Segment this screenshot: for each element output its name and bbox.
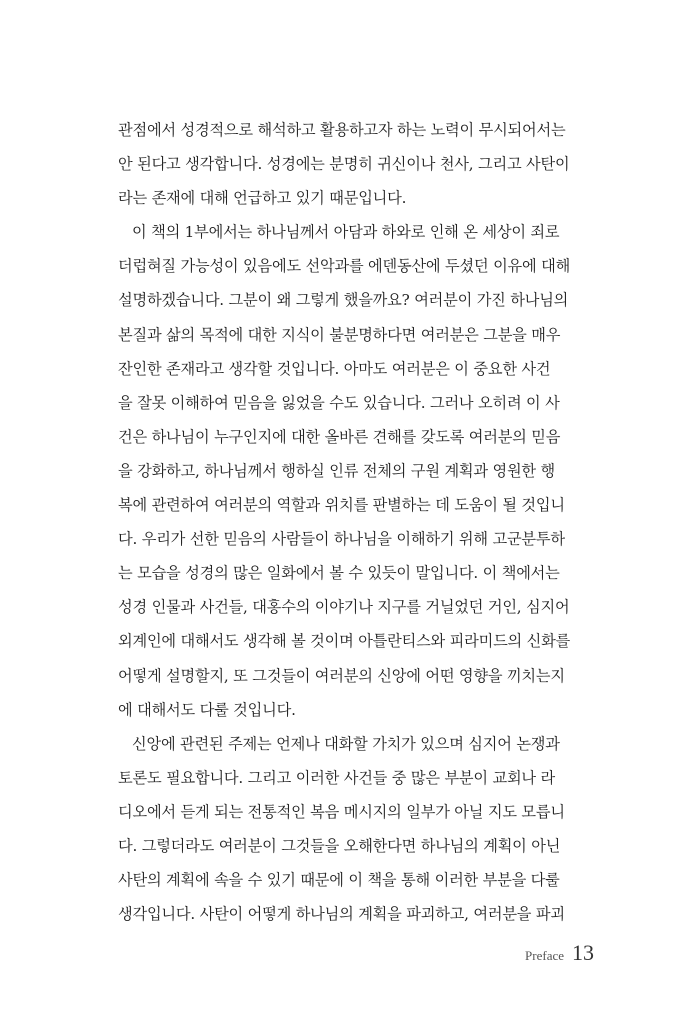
text-line: 어떻게 설명할지, 또 그것들이 여러분의 신앙에 어떤 영향을 끼치는지	[118, 666, 565, 685]
text-line: 생각입니다. 사탄이 어떻게 하나님의 계획을 파괴하고, 여러분을 파괴	[118, 905, 565, 924]
text-line: 잔인한 존재라고 생각할 것입니다. 아마도 여러분은 이 중요한 사건	[118, 359, 551, 378]
text-line: 에 대해서도 다룰 것입니다.	[118, 700, 296, 719]
text-line: 디오에서 듣게 되는 전통적인 복음 메시지의 일부가 아닐 지도 모릅니	[118, 802, 565, 821]
text-line: 을 잘못 이해하여 믿음을 잃었을 수도 있습니다. 그러나 오히려 이 사	[118, 393, 560, 412]
text-line: 는 모습을 성경의 많은 일화에서 볼 수 있듯이 말입니다. 이 책에서는	[118, 564, 560, 583]
text-line: 더럽혀질 가능성이 있음에도 선악과를 에덴동산에 두셨던 이유에 대해	[118, 257, 571, 276]
text-line: 라는 존재에 대해 언급하고 있기 때문입니다.	[118, 189, 407, 208]
text-line: 사탄의 계획에 속을 수 있기 때문에 이 책을 통해 이러한 부분을 다룰	[118, 871, 560, 890]
text-line: 다. 그렇더라도 여러분이 그것들을 오해한다면 하나님의 계획이 아닌	[118, 836, 561, 855]
page-number: 13	[572, 940, 594, 965]
body-text	[118, 113, 596, 931]
text-line: 을 강화하고, 하나님께서 행하실 인류 전체의 구원 계획과 영원한 행	[118, 461, 555, 480]
section-label: Preface	[525, 948, 564, 963]
text-line: 본질과 삶의 목적에 대한 지식이 불분명하다면 여러분은 그분을 매우	[118, 325, 561, 344]
text-line: 외계인에 대해서도 생각해 볼 것이며 아틀란티스와 피라미드의 신화를	[118, 632, 571, 651]
text-line: 다. 우리가 선한 믿음의 사람들이 하나님을 이해하기 위해 고군분투하	[118, 530, 565, 549]
text-line: 복에 관련하여 여러분의 역할과 위치를 판별하는 데 도움이 될 것입니	[118, 496, 565, 515]
text-line: 이 책의 1부에서는 하나님께서 아담과 하와로 인해 온 세상이 죄로	[132, 223, 560, 242]
page-footer	[525, 940, 594, 966]
text-line: 건은 하나님이 누구인지에 대한 올바른 견해를 갖도록 여러분의 믿음	[118, 427, 561, 446]
text-line: 설명하겠습니다. 그분이 왜 그렇게 했을까요? 여러분이 가진 하나님의	[118, 291, 569, 310]
text-line: 토론도 필요합니다. 그리고 이러한 사건들 중 많은 부분이 교회나 라	[118, 768, 555, 787]
text-line: 신앙에 관련된 주제는 언제나 대화할 가치가 있으며 심지어 논쟁과	[132, 734, 560, 753]
text-line: 관점에서 성경적으로 해석하고 활용하고자 하는 노력이 무시되어서는	[118, 121, 566, 139]
text-line: 성경 인물과 사건들, 대홍수의 이야기나 지구를 거닐었던 거인, 심지어	[118, 598, 570, 617]
text-line: 안 된다고 생각합니다. 성경에는 분명히 귀신이나 천사, 그리고 사탄이	[118, 155, 570, 174]
